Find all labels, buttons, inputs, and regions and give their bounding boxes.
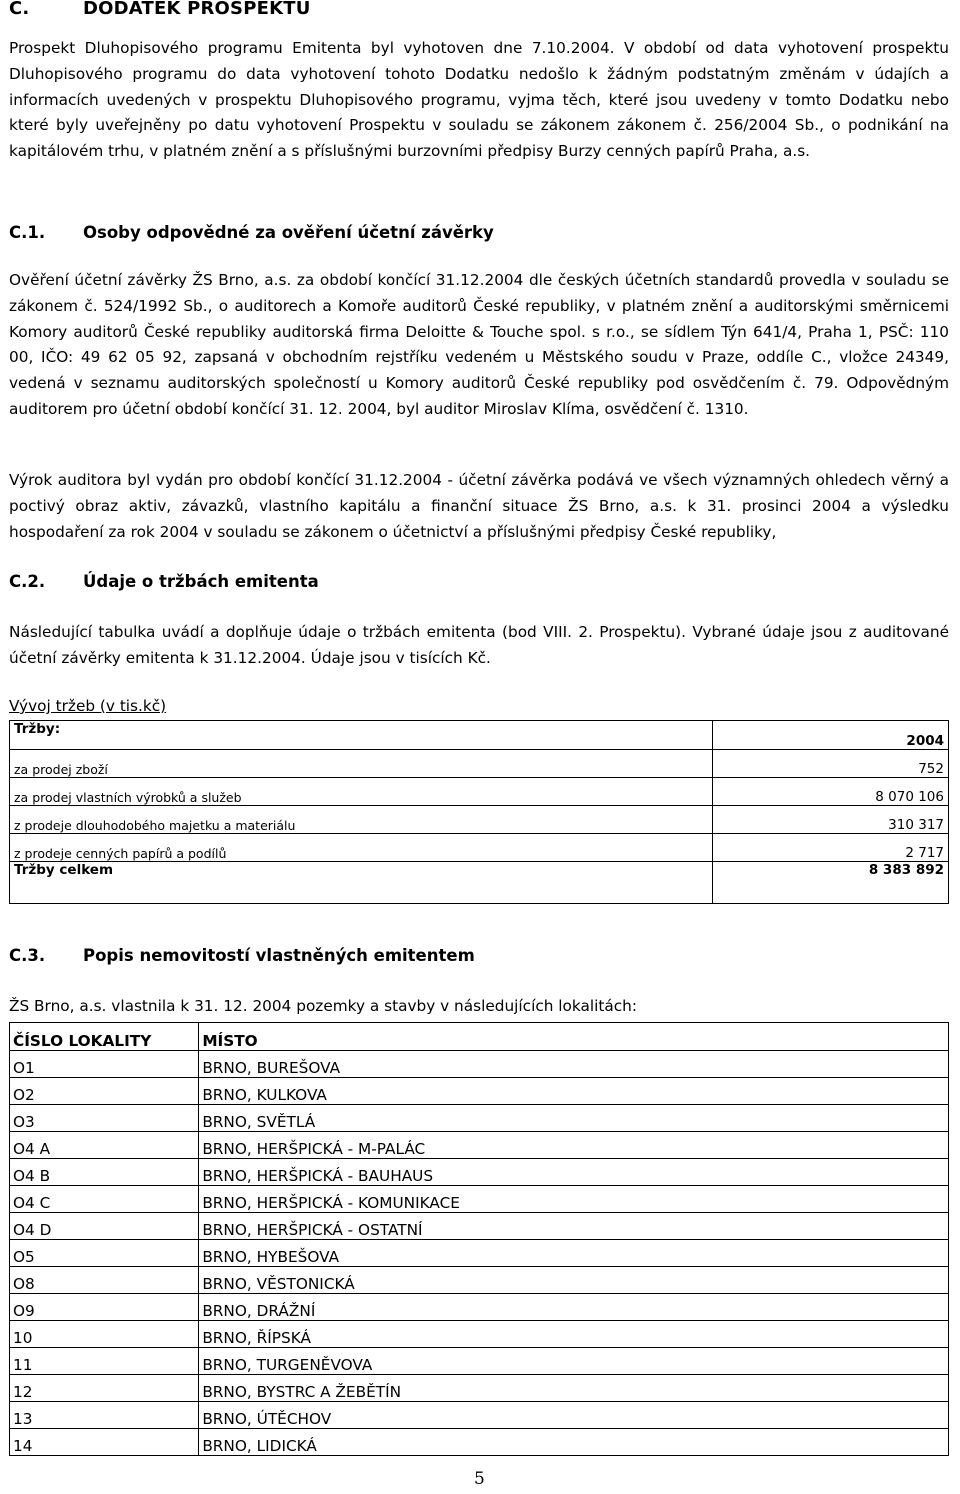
sales-row-value: 752: [712, 750, 948, 778]
location-place: BRNO, BYSTRC A ŽEBĚTÍN: [199, 1375, 949, 1402]
table-row: [10, 1078, 949, 1105]
sales-row-label: za prodej zboží: [10, 750, 713, 778]
location-id: O9: [10, 1294, 199, 1321]
section-number: C.: [9, 0, 30, 19]
location-id: O4 A: [10, 1132, 199, 1159]
location-id: O4 B: [10, 1159, 199, 1186]
table-row: [10, 1051, 949, 1078]
sales-header-row: [10, 721, 949, 750]
heading-c3-number: C.3.: [9, 946, 46, 965]
locations-header-row: [10, 1023, 949, 1051]
sales-row-label: za prodej vlastních výrobků a služeb: [10, 778, 713, 806]
table-row: [10, 750, 949, 778]
table-row: [10, 834, 949, 862]
section-title: [9, 0, 311, 19]
heading-c2-title: Údaje o tržbách emitenta: [83, 572, 319, 591]
location-place: BRNO, KULKOVA: [199, 1078, 949, 1105]
location-id: O1: [10, 1051, 199, 1078]
table-row: [10, 1105, 949, 1132]
sales-table-caption: Vývoj tržeb (v tis.kč): [9, 697, 167, 715]
location-id: O5: [10, 1240, 199, 1267]
c2-paragraph: Následující tabulka uvádí a doplňuje údaje o tržbách emitenta (bod VIII. 2. Prospektu). Vybrané údaje jsou z auditované účetní závěrky emitenta k 31.12.2004. Údaje jsou v tisících Kč.: [9, 623, 949, 667]
location-id: 14: [10, 1429, 199, 1456]
location-id: O4 C: [10, 1186, 199, 1213]
location-id: O3: [10, 1105, 199, 1132]
location-place: BRNO, TURGENĚVOVA: [199, 1348, 949, 1375]
sales-row-value: 2 717: [712, 834, 948, 862]
table-row: [10, 1159, 949, 1186]
heading-c2-number: C.2.: [9, 572, 46, 591]
table-row: [10, 1186, 949, 1213]
c1-paragraph-opinion: Výrok auditora byl vydán pro období končící 31.12.2004 - účetní závěrka podává ve všech významných ohledech věrný a poctivý obraz aktiv, závazků, vlastního kapitálu a finanční situace ŽS Brno, a.s. k 31. prosinci 2004 a výsledku hospodaření za rok 2004 v souladu se zákonem o účetnictví a příslušnými předpisy České republiky,: [9, 471, 949, 541]
c1-paragraph-auditor: Ověření účetní závěrky ŽS Brno, a.s. za období končící 31.12.2004 dle českých účetních standardů provedla v souladu se zákonem č. 524/1992 Sb., o auditorech a Komoře auditorů České republiky, v platném znění a auditorskými směrnicemi Komory auditorů České republiky auditorská firma Deloitte & Touche spol. s r.o., se sídlem Týn 641/4, Praha 1, PSČ: 110 00, IČO: 49 62 05 92, zapsaná v obchodním rejstříku vedeném u Městského soudu v Praze, oddíle C., vložce 24349, vedená v seznamu auditorských společností u Komory auditorů České republiky pod osvědčením č. 79. Odpovědným auditorem pro účetní období končící 31. 12. 2004, byl auditor Miroslav Klíma, osvědčení č. 1310.: [9, 271, 949, 418]
sales-header-year: 2004: [712, 721, 948, 750]
location-place: BRNO, DRÁŽNÍ: [199, 1294, 949, 1321]
sales-total-row: [10, 862, 949, 904]
table-row: [10, 806, 949, 834]
sales-table: [9, 720, 949, 904]
page-number: 5: [474, 1469, 485, 1489]
location-place: BRNO, VĚSTONICKÁ: [199, 1267, 949, 1294]
intro-paragraph: Prospekt Dluhopisového programu Emitenta byl vyhotoven dne 7.10.2004. V období od data vyhotovení prospektu Dluhopisového programu do data vyhotovení tohoto Dodatku nedošlo k žádným podstatným změnám v údajích a informacích uvedených v prospektu Dluhopisového programu, vyjma těch, které jsou uvedeny v tomto Dodatku nebo které byly uveřejněny po datu vyhotovení Prospektu v souladu se zákonem zákonem č. 256/2004 Sb., o podnikání na kapitálovém trhu, v platném znění a s příslušnými burzovními předpisy Burzy cenných papírů Praha, a.s.: [9, 39, 949, 161]
location-id: 10: [10, 1321, 199, 1348]
c3-intro: ŽS Brno, a.s. vlastnila k 31. 12. 2004 pozemky a stavby v následujících lokalitách:: [9, 997, 637, 1015]
heading-c1-title: Osoby odpovědné za ověření účetní závěrky: [83, 223, 494, 242]
heading-c3: [9, 946, 475, 965]
location-place: BRNO, ŘÍPSKÁ: [199, 1321, 949, 1348]
location-place: BRNO, HERŠPICKÁ - KOMUNIKACE: [199, 1186, 949, 1213]
table-row: [10, 1132, 949, 1159]
sales-row-value: 8 070 106: [712, 778, 948, 806]
heading-c1: [9, 223, 494, 242]
section-title-text: DODATEK PROSPEKTU: [83, 0, 311, 19]
sales-row-value: 310 317: [712, 806, 948, 834]
location-place: BRNO, SVĚTLÁ: [199, 1105, 949, 1132]
table-row: [10, 778, 949, 806]
heading-c3-title: Popis nemovitostí vlastněných emitentem: [83, 946, 475, 965]
location-place: BRNO, HYBEŠOVA: [199, 1240, 949, 1267]
location-place: BRNO, HERŠPICKÁ - BAUHAUS: [199, 1159, 949, 1186]
table-row: [10, 1402, 949, 1429]
location-place: BRNO, BUREŠOVA: [199, 1051, 949, 1078]
location-id: O8: [10, 1267, 199, 1294]
table-row: [10, 1348, 949, 1375]
table-row: [10, 1429, 949, 1456]
table-row: [10, 1294, 949, 1321]
heading-c2: [9, 572, 319, 591]
table-row: [10, 1267, 949, 1294]
heading-c1-number: C.1.: [9, 223, 46, 242]
table-row: [10, 1240, 949, 1267]
locations-col-id: ČÍSLO LOKALITY: [10, 1023, 199, 1051]
table-row: [10, 1375, 949, 1402]
location-id: 12: [10, 1375, 199, 1402]
location-place: BRNO, HERŠPICKÁ - M-PALÁC: [199, 1132, 949, 1159]
table-row: [10, 1213, 949, 1240]
sales-total-value: 8 383 892: [712, 862, 948, 904]
locations-table: [9, 1022, 949, 1456]
location-place: BRNO, LIDICKÁ: [199, 1429, 949, 1456]
sales-header-label: Tržby:: [10, 721, 713, 750]
locations-col-place: MÍSTO: [199, 1023, 949, 1051]
location-id: 11: [10, 1348, 199, 1375]
location-place: BRNO, ÚTĚCHOV: [199, 1402, 949, 1429]
location-place: BRNO, HERŠPICKÁ - OSTATNÍ: [199, 1213, 949, 1240]
sales-row-label: z prodeje cenných papírů a podílů: [10, 834, 713, 862]
sales-total-label: Tržby celkem: [10, 862, 713, 904]
table-row: [10, 1321, 949, 1348]
sales-row-label: z prodeje dlouhodobého majetku a materiálu: [10, 806, 713, 834]
location-id: O4 D: [10, 1213, 199, 1240]
location-id: O2: [10, 1078, 199, 1105]
location-id: 13: [10, 1402, 199, 1429]
